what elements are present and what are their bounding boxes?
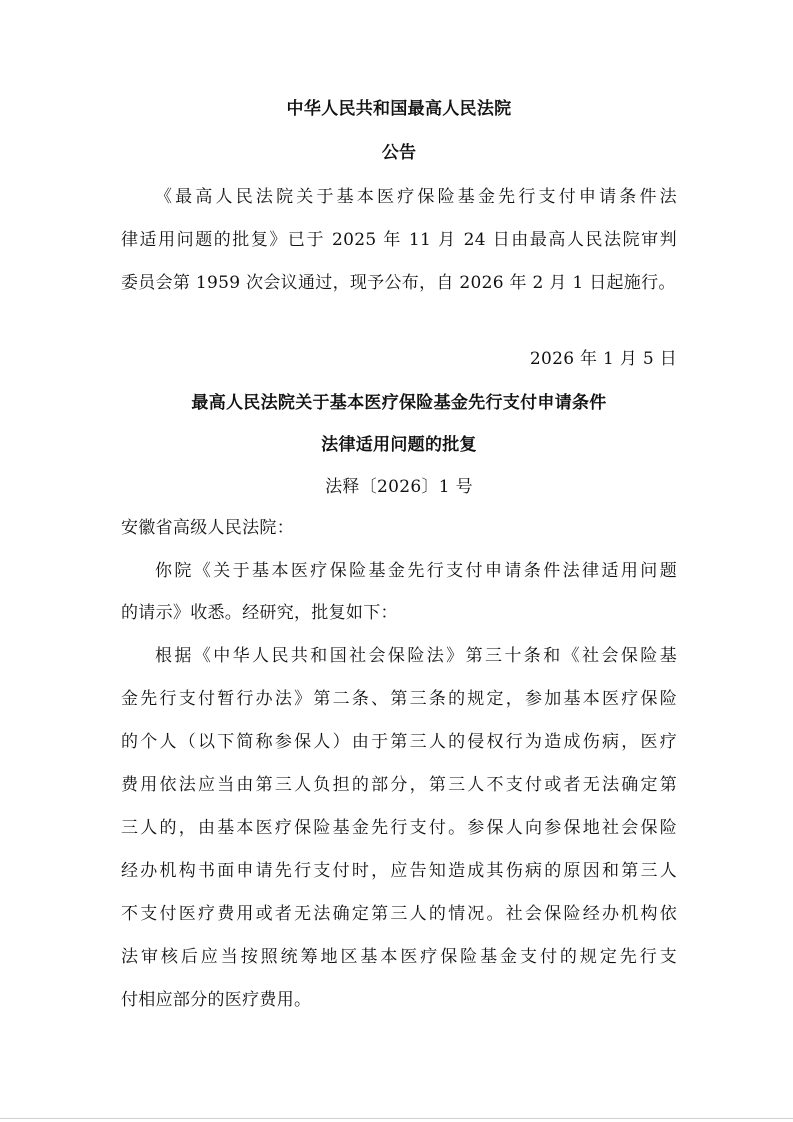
paragraph-line: 经办机构书面申请先行支付时，应告知造成其伤病的原因和第三人	[121, 861, 677, 881]
addressee: 安徽省高级人民法院：	[121, 518, 294, 538]
paragraph-line: 你院《关于基本医疗保险基金先行支付申请条件法律适用问题	[155, 561, 677, 581]
announcement-line: 《最高人民法院关于基本医疗保险基金先行支付申请条件法	[155, 187, 677, 207]
paragraph-line: 不支付医疗费用或者无法确定第三人的情况。社会保险经办机构依	[121, 904, 677, 924]
announcement-line: 律适用问题的批复》已于 2025 年 11 月 24 日由最高人民法院审判	[121, 230, 677, 250]
paragraph-line: 金先行支付暂行办法》第二条、第三条的规定，参加基本医疗保险	[121, 689, 677, 709]
reply-title-line1: 最高人民法院关于基本医疗保险基金先行支付申请条件	[191, 393, 607, 413]
paragraph-line: 的请示》收悉。经研究，批复如下：	[121, 603, 398, 623]
paragraph-line: 付相应部分的医疗费用。	[121, 990, 312, 1010]
announcement-line: 委员会第 1959 次会议通过，现予公布，自 2026 年 2 月 1 日起施行。	[121, 273, 676, 293]
notice-title: 公告	[381, 143, 417, 163]
reply-title-line2: 法律适用问题的批复	[321, 435, 477, 455]
page-bottom-rule	[0, 1118, 793, 1119]
doc-number: 法释〔2026〕1 号	[325, 477, 473, 497]
court-name: 中华人民共和国最高人民法院	[286, 99, 512, 119]
paragraph-line: 三人的，由基本医疗保险基金先行支付。参保人向参保地社会保险	[121, 818, 677, 838]
paragraph-line: 费用依法应当由第三人负担的部分，第三人不支付或者无法确定第	[121, 775, 677, 795]
announcement-date: 2026 年 1 月 5 日	[529, 349, 677, 369]
paragraph-line: 的个人（以下简称参保人）由于第三人的侵权行为造成伤病，医疗	[121, 732, 677, 752]
paragraph-line: 根据《中华人民共和国社会保险法》第三十条和《社会保险基	[155, 646, 677, 666]
paragraph-line: 法审核后应当按照统筹地区基本医疗保险基金支付的规定先行支	[121, 947, 677, 967]
